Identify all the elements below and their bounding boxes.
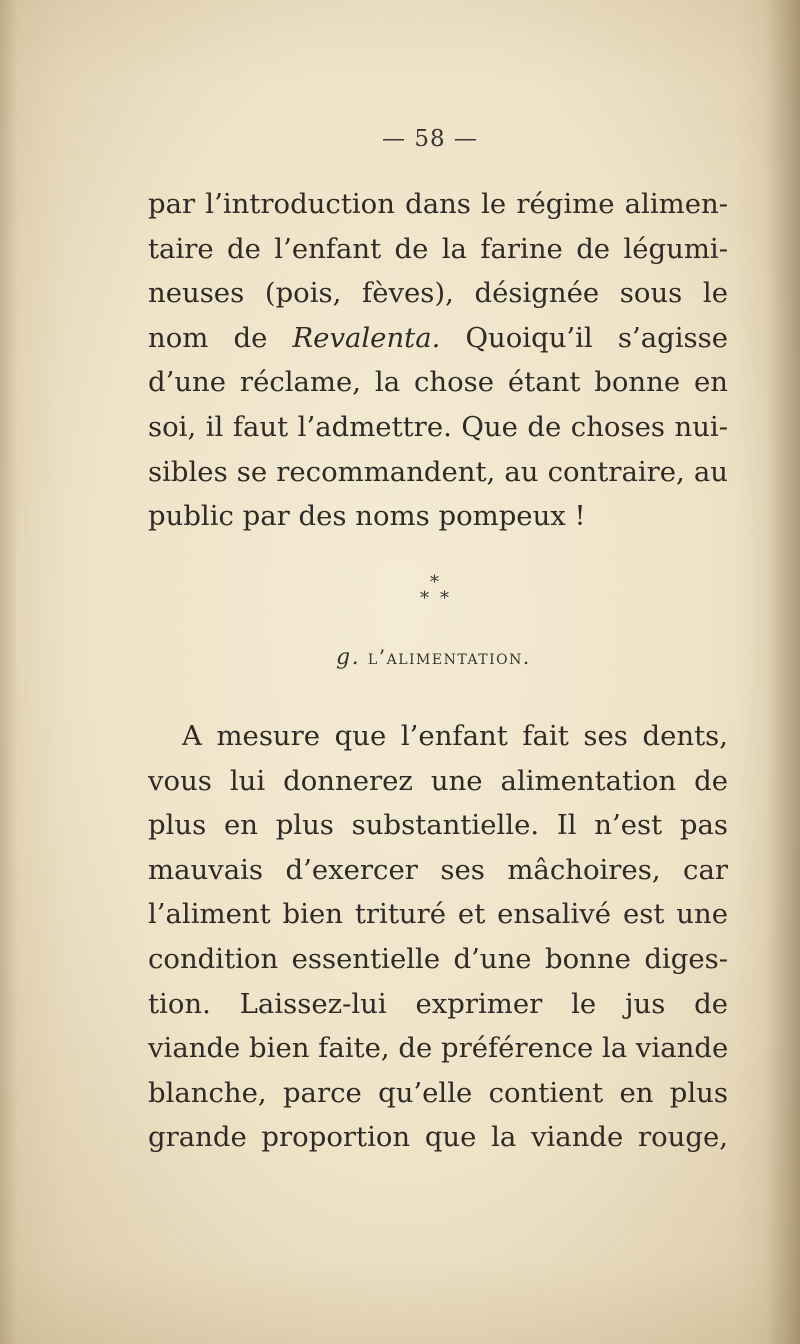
paragraph-alimentation: [148, 714, 728, 1160]
page-number: — 58 —: [382, 126, 478, 152]
text-line: mauvais d’exercer ses mâchoires, car: [148, 853, 728, 886]
text-line: taire de l’enfant de la farine de légumi-: [148, 232, 728, 265]
text-line: par l’introduction dans le régime alimen-: [148, 188, 728, 220]
text-line: viande bien faite, de préférence la viande: [148, 1032, 729, 1065]
text-line: l’aliment bien trituré et ensalivé est une: [148, 898, 728, 931]
asterisk: *: [440, 588, 449, 609]
section-heading: [336, 645, 531, 670]
page-left-edge-shadow: [0, 0, 18, 1344]
text-line: A mesure que l’enfant fait ses dents,: [182, 720, 728, 752]
section-letter: g.: [336, 645, 361, 670]
text-line: vous lui donnerez une alimentation de: [148, 764, 728, 797]
text-line: tion. Laissez-lui exprimer le jus de: [148, 987, 728, 1020]
text-line: neuses (pois, fèves), désignée sous le: [148, 277, 728, 310]
text-line: condition essentielle d’une bonne diges-: [148, 942, 728, 975]
asterism-divider: [418, 574, 458, 614]
text-line: sibles se recommandent, au contraire, au: [148, 455, 728, 488]
text-segment: Quoiqu’il s’agisse: [440, 321, 728, 354]
text-segment: nom de: [148, 321, 293, 354]
text-line-revalenta: [148, 316, 728, 361]
text-line: grande proportion que la viande rouge,: [148, 1121, 728, 1154]
paragraph-revalenta: [148, 182, 728, 539]
text-line: soi, il faut l’admettre. Que de choses nui-: [148, 410, 728, 443]
section-title: l’alimentation.: [360, 645, 531, 669]
revalenta-italic: Revalenta.: [292, 321, 441, 354]
text-line: d’une réclame, la chose étant bonne en: [148, 366, 728, 399]
page-right-edge-shadow: [766, 0, 800, 1344]
asterisk: *: [430, 572, 439, 593]
text-line: blanche, parce qu’elle contient en plus: [148, 1076, 728, 1109]
asterisk: *: [420, 588, 429, 609]
text-line: public par des noms pompeux !: [148, 500, 586, 533]
text-line: plus en plus substantielle. Il n’est pas: [148, 809, 728, 842]
